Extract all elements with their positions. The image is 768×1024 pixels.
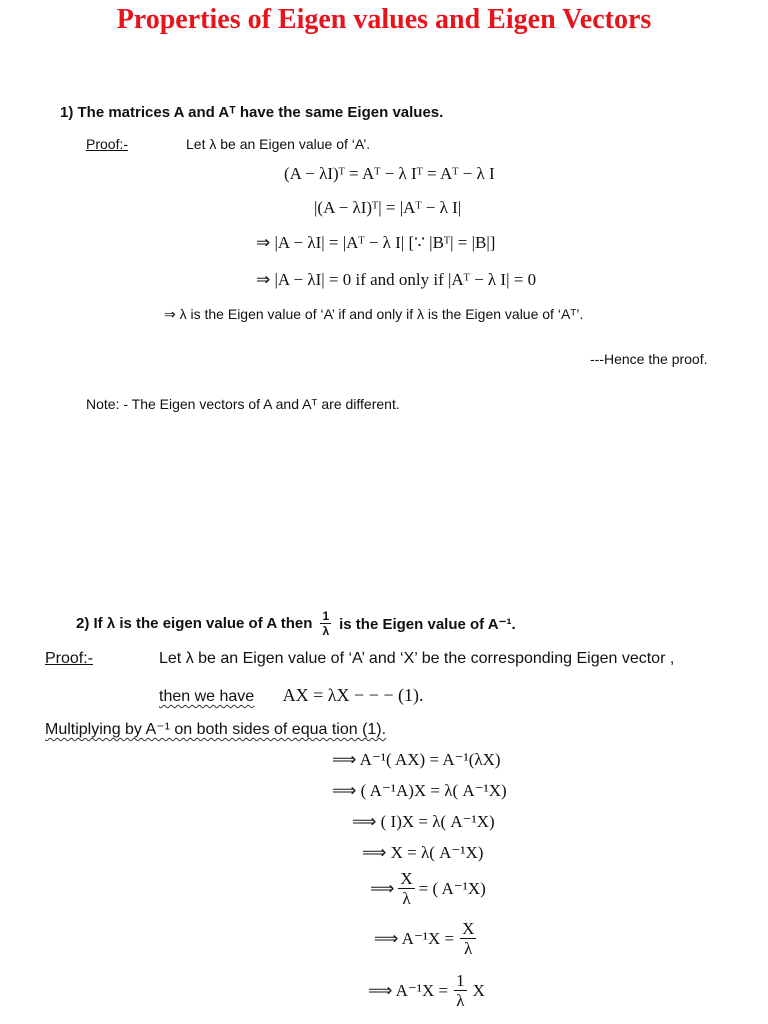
proof-line-1: Let λ be an Eigen value of ‘A’ and ‘X’ be the corresponding Eigen vector , [159,650,675,667]
proof-label-2: Proof:- [45,650,94,667]
equation-determinant: |(A − λI)ᵀ| = |Aᵀ − λ I| [314,198,462,217]
step-7-fraction [454,972,467,1009]
note-1: Note: - The Eigen vectors of A and Aᵀ are different. [86,396,400,412]
step-5-numerator: X [400,869,413,888]
fraction-denominator: λ [322,624,330,638]
step-6-numerator: X [462,919,475,938]
step-7-rhs: X [472,980,485,1000]
step-7-numerator: 1 [456,971,465,990]
multiply-statement: Multiplying by A⁻¹ on both sides of equa tion (1). [45,721,387,738]
property-1-heading: 1) The matrices A and Aᵀ have the same Eigen values. [60,104,444,121]
step-5-fraction [398,870,414,907]
proof-label-1: Proof:- [86,136,129,152]
proof-intro-1: Let λ be an Eigen value of ‘A’. [186,136,371,152]
equation-transpose: (A − λI)ᵀ = Aᵀ − λ Iᵀ = Aᵀ − λ I [284,164,495,183]
page-title: Properties of Eigen values and Eigen Vectors [116,4,652,35]
conclusion-1: ⇒ λ is the Eigen value of ‘A’ if and only if λ is the Eigen value of ‘Aᵀ’. [164,306,584,322]
step-7 [368,972,485,1009]
property-2-heading [76,610,516,637]
step-6-lhs: ⟹ A⁻¹X = [374,928,455,948]
fraction-numerator: 1 [322,609,330,623]
step-5-rhs: = ( A⁻¹X) [418,878,486,898]
equation-1: AX = λX − − − (1). [282,685,424,705]
step-2: ⟹ ( A⁻¹A)X = λ( A⁻¹X) [332,781,507,800]
heading-2-suffix: is the Eigen value of A⁻¹. [339,615,516,633]
step-3: ⟹ ( I)X = λ( A⁻¹X) [352,812,495,831]
step-4: ⟹ X = λ( A⁻¹X) [362,843,484,862]
hence-proof: ---Hence the proof. [590,351,708,367]
then-text: then we have [159,688,255,705]
heading-2-fraction [320,610,331,637]
step-6 [374,920,476,957]
equation-det-property: ⇒ |A − λI| = |Aᵀ − λ I| [∵ |Bᵀ| = |B|] [256,233,496,252]
step-7-lhs: ⟹ A⁻¹X = [368,980,449,1000]
step-1: ⟹ A⁻¹( AX) = A⁻¹(λX) [332,750,501,769]
step-5-denominator: λ [402,889,411,908]
step-5-arrow: ⟹ [370,878,395,898]
equation-iff: ⇒ |A − λI| = 0 if and only if |Aᵀ − λ I| = 0 [256,270,537,289]
step-5 [370,870,486,907]
step-6-fraction [460,920,476,957]
heading-2-text: 2) If λ is the eigen value of A then [76,615,313,632]
proof-line-2 [159,685,423,706]
step-6-denominator: λ [464,939,473,958]
step-7-denominator: λ [456,991,465,1010]
